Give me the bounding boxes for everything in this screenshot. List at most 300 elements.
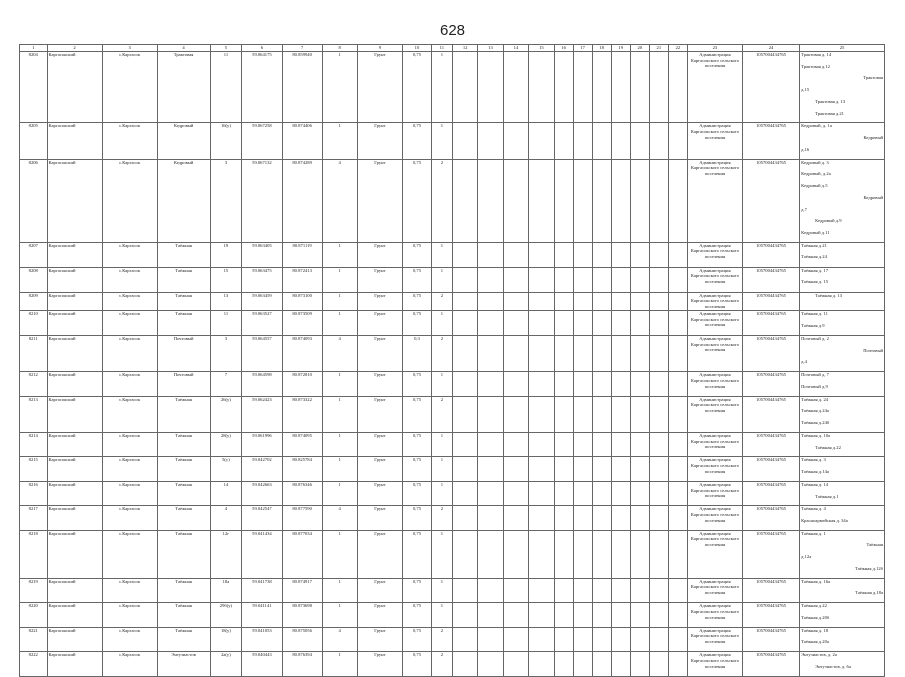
house-number-cell: 28(у) [210, 432, 242, 456]
empty-cell [554, 481, 573, 505]
empty-cell [630, 292, 649, 310]
served-address: Почтовый д. 2 [801, 335, 829, 341]
empty-cell [573, 267, 592, 292]
street-cell: Таёжная [157, 242, 210, 267]
empty-cell [592, 603, 611, 627]
settlement-cell: с.Каргасок [102, 530, 157, 578]
longitude-cell: 80.874289 [282, 159, 322, 242]
settlement-cell: с.Каргасок [102, 652, 157, 676]
inn-cell: 1057004434765 [742, 267, 799, 292]
column-11-cell: 1 [431, 267, 452, 292]
settlement-cell: с.Каргасок [102, 123, 157, 159]
served-address: Таёжная д.14а [801, 469, 829, 475]
empty-cell [649, 652, 668, 676]
empty-cell [668, 652, 687, 676]
empty-cell [668, 578, 687, 602]
served-address: Трактовая [863, 75, 883, 81]
empty-cell [573, 372, 592, 396]
empty-cell [478, 335, 503, 371]
settlement-cell: с.Каргасок [102, 481, 157, 505]
owner-cell: Администрация Каргасокского сельского поселения [687, 292, 742, 310]
owner-cell: Администрация Каргасокского сельского поселения [687, 372, 742, 396]
empty-cell [529, 242, 554, 267]
street-cell: Энтузиастов [157, 652, 210, 676]
empty-cell [592, 481, 611, 505]
row-number-cell: 8216 [20, 481, 48, 505]
served-address: Таёжная д.24 [801, 254, 827, 260]
empty-cell [573, 457, 592, 481]
empty-cell [529, 52, 554, 123]
longitude-cell: 80.872413 [282, 267, 322, 292]
column-8-cell: 1 [322, 481, 357, 505]
empty-cell [630, 267, 649, 292]
surface-type-cell: Грунт [357, 530, 403, 578]
empty-cell [592, 267, 611, 292]
empty-cell [452, 292, 477, 310]
empty-cell [592, 578, 611, 602]
column-8-cell: 1 [322, 310, 357, 335]
empty-cell [452, 123, 477, 159]
empty-cell [668, 335, 687, 371]
latitude-cell: 59.041053 [242, 627, 282, 651]
column-number-cell: 1 [20, 45, 48, 52]
column-11-cell: 2 [431, 292, 452, 310]
table-row [20, 372, 885, 396]
served-address: Таёжная д. 10а [801, 432, 831, 438]
column-number-cell: 23 [687, 45, 742, 52]
served-address: Кедровый д.11 [801, 230, 830, 236]
table-row [20, 578, 885, 602]
latitude-cell: 59.041141 [242, 603, 282, 627]
column-8-cell: 4 [322, 627, 357, 651]
inn-cell: 1057004434765 [742, 123, 799, 159]
served-addresses-cell [800, 123, 885, 159]
column-8-cell: 4 [322, 159, 357, 242]
column-11-cell: 2 [431, 159, 452, 242]
empty-cell [452, 627, 477, 651]
empty-cell [529, 123, 554, 159]
empty-cell [452, 335, 477, 371]
empty-cell [649, 335, 668, 371]
inn-cell: 1057004434765 [742, 457, 799, 481]
empty-cell [630, 578, 649, 602]
house-number-cell: 5(у) [210, 457, 242, 481]
column-11-cell: 2 [431, 506, 452, 530]
column-number-cell: 8 [322, 45, 357, 52]
latitude-cell: 59.062423 [242, 396, 282, 432]
settlement-cell: с.Каргасок [102, 267, 157, 292]
empty-cell [611, 627, 630, 651]
empty-cell [554, 242, 573, 267]
empty-cell [554, 310, 573, 335]
empty-cell [529, 603, 554, 627]
empty-cell [529, 396, 554, 432]
column-8-cell: 1 [322, 530, 357, 578]
owner-cell: Администрация Каргасокского сельского поселения [687, 335, 742, 371]
street-cell: Таёжная [157, 578, 210, 602]
empty-cell [503, 267, 528, 292]
empty-cell [478, 578, 503, 602]
empty-cell [649, 242, 668, 267]
column-number-cell: 19 [611, 45, 630, 52]
longitude-cell: 80.876394 [282, 652, 322, 676]
surface-type-cell: Грунт [357, 292, 403, 310]
longitude-cell: 80.875056 [282, 627, 322, 651]
empty-cell [630, 310, 649, 335]
served-address: д.15 [801, 87, 810, 93]
empty-cell [630, 530, 649, 578]
empty-cell [668, 123, 687, 159]
owner-cell: Администрация Каргасокского сельского поселения [687, 310, 742, 335]
empty-cell [649, 310, 668, 335]
street-cell: Кедровый [157, 159, 210, 242]
served-address: Трактовая д.21 [815, 110, 844, 116]
empty-cell [478, 627, 503, 651]
surface-type-cell: Грунт [357, 603, 403, 627]
inn-cell: 1057004434765 [742, 159, 799, 242]
inn-cell: 1057004434765 [742, 372, 799, 396]
district-cell: Каргасокский [47, 335, 102, 371]
empty-cell [668, 159, 687, 242]
empty-cell [668, 242, 687, 267]
column-11-cell: 1 [431, 52, 452, 123]
served-addresses-cell [800, 603, 885, 627]
column-10-cell: 0,75 [403, 432, 432, 456]
longitude-cell: 80.876346 [282, 481, 322, 505]
served-address: Таёжная д. 4 [801, 506, 826, 512]
empty-cell [503, 335, 528, 371]
empty-cell [503, 52, 528, 123]
street-cell: Таёжная [157, 432, 210, 456]
longitude-cell: 80.877590 [282, 506, 322, 530]
served-addresses-cell [800, 506, 885, 530]
empty-cell [478, 123, 503, 159]
surface-type-cell: Грунт [357, 481, 403, 505]
empty-cell [573, 506, 592, 530]
empty-cell [452, 372, 477, 396]
owner-cell: Администрация Каргасокского сельского поселения [687, 506, 742, 530]
house-number-cell: 26(у) [210, 396, 242, 432]
house-number-cell: 18а [210, 578, 242, 602]
latitude-cell: 59.064175 [242, 52, 282, 123]
street-cell: Таёжная [157, 267, 210, 292]
empty-cell [649, 123, 668, 159]
house-number-cell: 2а(у) [210, 652, 242, 676]
empty-cell [554, 52, 573, 123]
empty-cell [452, 432, 477, 456]
settlement-cell: с.Каргасок [102, 310, 157, 335]
empty-cell [503, 530, 528, 578]
column-number-cell: 5 [210, 45, 242, 52]
house-number-cell: 7 [210, 372, 242, 396]
served-address: Таёжная д. 3 [801, 457, 826, 463]
empty-cell [592, 159, 611, 242]
district-cell: Каргасокский [47, 578, 102, 602]
served-address: Энтузиастов, д. 2а [801, 652, 837, 658]
surface-type-cell: Грунт [357, 457, 403, 481]
latitude-cell: 59.063459 [242, 292, 282, 310]
empty-cell [573, 627, 592, 651]
inn-cell: 1057004434765 [742, 52, 799, 123]
empty-cell [452, 396, 477, 432]
inn-cell: 1057004434765 [742, 292, 799, 310]
column-10-cell: 0,75 [403, 372, 432, 396]
column-8-cell: 1 [322, 292, 357, 310]
empty-cell [592, 310, 611, 335]
table-row [20, 242, 885, 267]
longitude-cell: 80.874095 [282, 432, 322, 456]
empty-cell [573, 396, 592, 432]
owner-cell: Администрация Каргасокского сельского поселения [687, 530, 742, 578]
served-address: д.16 [801, 146, 810, 152]
empty-cell [611, 52, 630, 123]
column-11-cell: 1 [431, 578, 452, 602]
empty-cell [611, 578, 630, 602]
empty-cell [668, 267, 687, 292]
empty-cell [630, 457, 649, 481]
empty-cell [573, 481, 592, 505]
served-address: Таёжная д.24а [801, 408, 829, 414]
empty-cell [478, 457, 503, 481]
served-address: Трактовая д. 14 [801, 52, 832, 57]
empty-cell [554, 267, 573, 292]
empty-cell [611, 159, 630, 242]
table-row [20, 267, 885, 292]
column-8-cell: 1 [322, 52, 357, 123]
empty-cell [592, 396, 611, 432]
empty-cell [630, 396, 649, 432]
served-address: Таёжная д.18а [855, 590, 883, 596]
column-10-cell: 0,3 [403, 335, 432, 371]
street-cell: Таёжная [157, 457, 210, 481]
served-address: Таёжная д.22 [801, 603, 827, 609]
district-cell: Каргасокский [47, 603, 102, 627]
empty-cell [554, 506, 573, 530]
column-10-cell: 0,75 [403, 578, 432, 602]
empty-cell [478, 372, 503, 396]
column-8-cell: 1 [322, 396, 357, 432]
empty-cell [592, 52, 611, 123]
empty-cell [452, 530, 477, 578]
served-address: Таёжная д. 14 [801, 481, 829, 487]
empty-cell [554, 432, 573, 456]
empty-cell [478, 530, 503, 578]
street-cell: Таёжная [157, 530, 210, 578]
column-number-cell: 2 [47, 45, 102, 52]
street-cell: Таёжная [157, 310, 210, 335]
empty-cell [611, 123, 630, 159]
row-number-cell: 8221 [20, 627, 48, 651]
empty-cell [503, 506, 528, 530]
owner-cell: Администрация Каргасокского сельского поселения [687, 267, 742, 292]
empty-cell [554, 457, 573, 481]
empty-cell [649, 159, 668, 242]
district-cell: Каргасокский [47, 267, 102, 292]
table-row [20, 506, 885, 530]
empty-cell [668, 481, 687, 505]
row-number-cell: 8205 [20, 123, 48, 159]
empty-cell [611, 457, 630, 481]
served-address: Таёжная [866, 542, 883, 548]
served-address: Таёжная д. 13 [815, 292, 843, 298]
empty-cell [630, 242, 649, 267]
row-number-cell: 8213 [20, 396, 48, 432]
empty-cell [529, 372, 554, 396]
longitude-cell: 80.873322 [282, 396, 322, 432]
empty-cell [630, 506, 649, 530]
owner-cell: Администрация Каргасокского сельского поселения [687, 159, 742, 242]
column-10-cell: 0,75 [403, 242, 432, 267]
empty-cell [668, 627, 687, 651]
column-10-cell: 0,75 [403, 530, 432, 578]
column-11-cell: 2 [431, 335, 452, 371]
empty-cell [630, 335, 649, 371]
district-cell: Каргасокский [47, 310, 102, 335]
surface-type-cell: Грунт [357, 52, 403, 123]
empty-cell [554, 335, 573, 371]
latitude-cell: 59.064557 [242, 335, 282, 371]
empty-cell [554, 372, 573, 396]
column-number-cell: 12 [452, 45, 477, 52]
empty-cell [529, 652, 554, 676]
column-10-cell: 0,75 [403, 627, 432, 651]
served-address: Почтовый [863, 347, 883, 353]
column-10-cell: 0,75 [403, 292, 432, 310]
served-address: Красноармейская д. 34а [801, 517, 848, 523]
empty-cell [503, 123, 528, 159]
empty-cell [573, 242, 592, 267]
empty-cell [592, 123, 611, 159]
column-11-cell: 1 [431, 481, 452, 505]
row-number-cell: 8209 [20, 292, 48, 310]
column-number-cell: 15 [529, 45, 554, 52]
empty-cell [668, 310, 687, 335]
settlement-cell: с.Каргасок [102, 578, 157, 602]
served-address: Почтовый д. 7 [801, 372, 829, 378]
inn-cell: 1057004434765 [742, 481, 799, 505]
column-10-cell: 0,75 [403, 123, 432, 159]
settlement-cell: с.Каргасок [102, 335, 157, 371]
empty-cell [668, 292, 687, 310]
empty-cell [630, 603, 649, 627]
table-row [20, 603, 885, 627]
column-number-cell: 11 [431, 45, 452, 52]
table-row [20, 396, 885, 432]
column-number-cell: 3 [102, 45, 157, 52]
inn-cell: 1057004434765 [742, 578, 799, 602]
surface-type-cell: Грунт [357, 372, 403, 396]
empty-cell [503, 578, 528, 602]
served-address: д.12а [801, 554, 812, 560]
surface-type-cell: Грунт [357, 652, 403, 676]
empty-cell [452, 481, 477, 505]
column-number-cell: 13 [478, 45, 503, 52]
empty-cell [668, 506, 687, 530]
settlement-cell: с.Каргасок [102, 159, 157, 242]
longitude-cell: 80.873509 [282, 310, 322, 335]
served-address: Кедровый [863, 194, 883, 200]
settlement-cell: с.Каргасок [102, 292, 157, 310]
inn-cell: 1057004434765 [742, 603, 799, 627]
empty-cell [529, 457, 554, 481]
served-addresses-cell [800, 652, 885, 676]
column-11-cell: 1 [431, 432, 452, 456]
district-cell: Каргасокский [47, 52, 102, 123]
empty-cell [592, 627, 611, 651]
empty-cell [668, 530, 687, 578]
empty-cell [478, 52, 503, 123]
empty-cell [529, 432, 554, 456]
empty-cell [503, 603, 528, 627]
table-row [20, 310, 885, 335]
empty-cell [452, 159, 477, 242]
empty-cell [592, 530, 611, 578]
empty-cell [554, 530, 573, 578]
empty-cell [611, 432, 630, 456]
longitude-cell: 80.859940 [282, 52, 322, 123]
settlement-cell: с.Каргасок [102, 396, 157, 432]
table-row [20, 292, 885, 310]
column-11-cell: 1 [431, 372, 452, 396]
empty-cell [649, 396, 668, 432]
empty-cell [503, 432, 528, 456]
column-number-cell: 7 [282, 45, 322, 52]
served-addresses-cell [800, 310, 885, 335]
page-number: 628 [439, 22, 466, 39]
settlement-cell: с.Каргасок [102, 372, 157, 396]
empty-cell [611, 335, 630, 371]
street-cell: Таёжная [157, 481, 210, 505]
street-cell: Кедровый [157, 123, 210, 159]
served-address: Трактовая д. 13 [815, 98, 846, 104]
empty-cell [529, 267, 554, 292]
house-number-cell: 15 [210, 267, 242, 292]
empty-cell [611, 396, 630, 432]
empty-cell [611, 372, 630, 396]
empty-cell [592, 652, 611, 676]
column-8-cell: 1 [322, 123, 357, 159]
column-number-cell: 17 [573, 45, 592, 52]
district-cell: Каргасокский [47, 457, 102, 481]
column-number-cell: 14 [503, 45, 528, 52]
latitude-cell: 59.067132 [242, 159, 282, 242]
empty-cell [503, 310, 528, 335]
row-number-cell: 8222 [20, 652, 48, 676]
column-10-cell: 0,75 [403, 603, 432, 627]
row-number-cell: 8218 [20, 530, 48, 578]
empty-cell [503, 372, 528, 396]
table-row [20, 530, 885, 578]
empty-cell [529, 159, 554, 242]
table-row [20, 457, 885, 481]
district-cell: Каргасокский [47, 292, 102, 310]
empty-cell [649, 372, 668, 396]
empty-cell [592, 292, 611, 310]
empty-cell [573, 52, 592, 123]
empty-cell [649, 432, 668, 456]
table-row [20, 481, 885, 505]
empty-cell [478, 242, 503, 267]
empty-cell [649, 52, 668, 123]
empty-cell [503, 396, 528, 432]
column-number-cell: 18 [592, 45, 611, 52]
street-cell: Таёжная [157, 396, 210, 432]
empty-cell [611, 506, 630, 530]
empty-cell [592, 432, 611, 456]
empty-cell [529, 627, 554, 651]
served-address: Кедровый д.9 [815, 218, 842, 224]
empty-cell [478, 652, 503, 676]
